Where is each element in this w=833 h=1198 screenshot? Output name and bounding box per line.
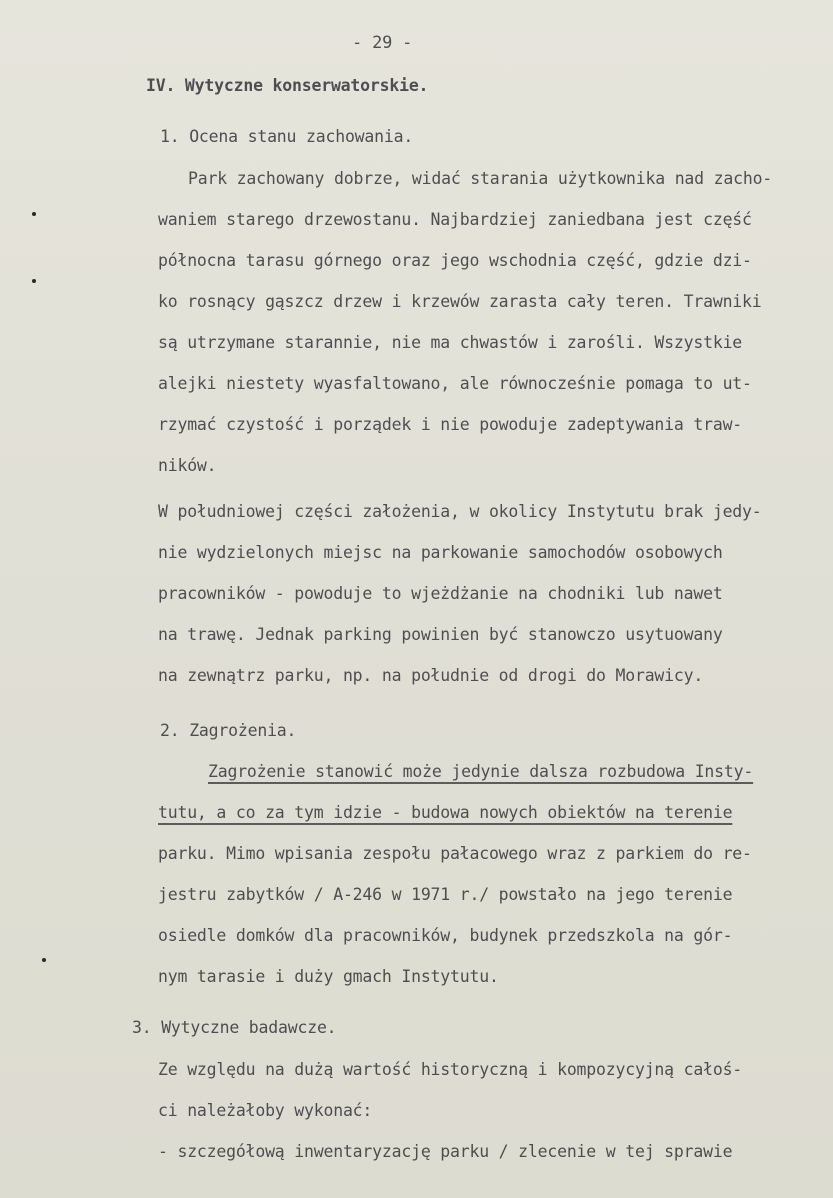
subsection-2-title: 2. Zagrożenia.: [160, 721, 297, 740]
paragraph-line: Park zachowany dobrze, widać starania użytkownika nad zacho-: [188, 169, 773, 188]
paragraph-line: ko rosnący gąszcz drzew i krzewów zarasta cały teren. Trawniki: [158, 292, 762, 311]
paragraph-line: parku. Mimo wpisania zespołu pałacowego wraz z parkiem do re-: [158, 844, 752, 863]
section-title: IV. Wytyczne konserwatorskie.: [146, 76, 429, 95]
paragraph-line: północna tarasu górnego oraz jego wschodnia część, gdzie dzi-: [158, 251, 752, 270]
paragraph-line: na zewnątrz parku, np. na południe od drogi do Morawicy.: [158, 666, 704, 685]
paragraph-line-underlined: tutu, a co za tym idzie - budowa nowych obiektów na terenie: [158, 803, 733, 822]
paragraph-line-underlined: Zagrożenie stanowić może jedynie dalsza rozbudowa Insty-: [208, 762, 754, 781]
paragraph-line: ci należałoby wykonać:: [158, 1101, 373, 1120]
margin-speck: [32, 279, 36, 283]
paragraph-line: ników.: [158, 456, 217, 475]
paragraph-line: waniem starego drzewostanu. Najbardziej zaniedbana jest część: [158, 210, 752, 229]
paragraph-line: alejki niestety wyasfaltowano, ale równocześnie pomaga to ut-: [158, 374, 752, 393]
margin-speck: [32, 212, 36, 216]
paragraph-line: osiedle domków dla pracowników, budynek przedszkola na gór-: [158, 926, 733, 945]
paragraph-line: Ze względu na dużą wartość historyczną i kompozycyjną całoś-: [158, 1060, 743, 1079]
page-number: - 29 -: [352, 33, 413, 53]
paragraph-line: jestru zabytków / A-246 w 1971 r./ powstało na jego terenie: [158, 885, 733, 904]
subsection-3-title: 3. Wytyczne badawcze.: [132, 1018, 337, 1037]
margin-speck: [42, 958, 46, 962]
paragraph-line: na trawę. Jednak parking powinien być stanowczo usytuowany: [158, 625, 723, 644]
paragraph-line: rzymać czystość i porządek i nie powoduje zadeptywania traw-: [158, 415, 743, 434]
paragraph-line: - szczegółową inwentaryzację parku / zlecenie w tej sprawie: [158, 1142, 733, 1161]
paragraph-line: W południowej części założenia, w okolicy Instytutu brak jedy-: [158, 502, 762, 521]
paragraph-line: pracowników - powoduje to wjeżdżanie na chodniki lub nawet: [158, 584, 723, 603]
paragraph-line: nie wydzielonych miejsc na parkowanie samochodów osobowych: [158, 543, 723, 562]
paragraph-line: nym tarasie i duży gmach Instytutu.: [158, 967, 499, 986]
subsection-1-title: 1. Ocena stanu zachowania.: [160, 127, 414, 146]
paragraph-line: są utrzymane starannie, nie ma chwastów i zarośli. Wszystkie: [158, 333, 743, 352]
